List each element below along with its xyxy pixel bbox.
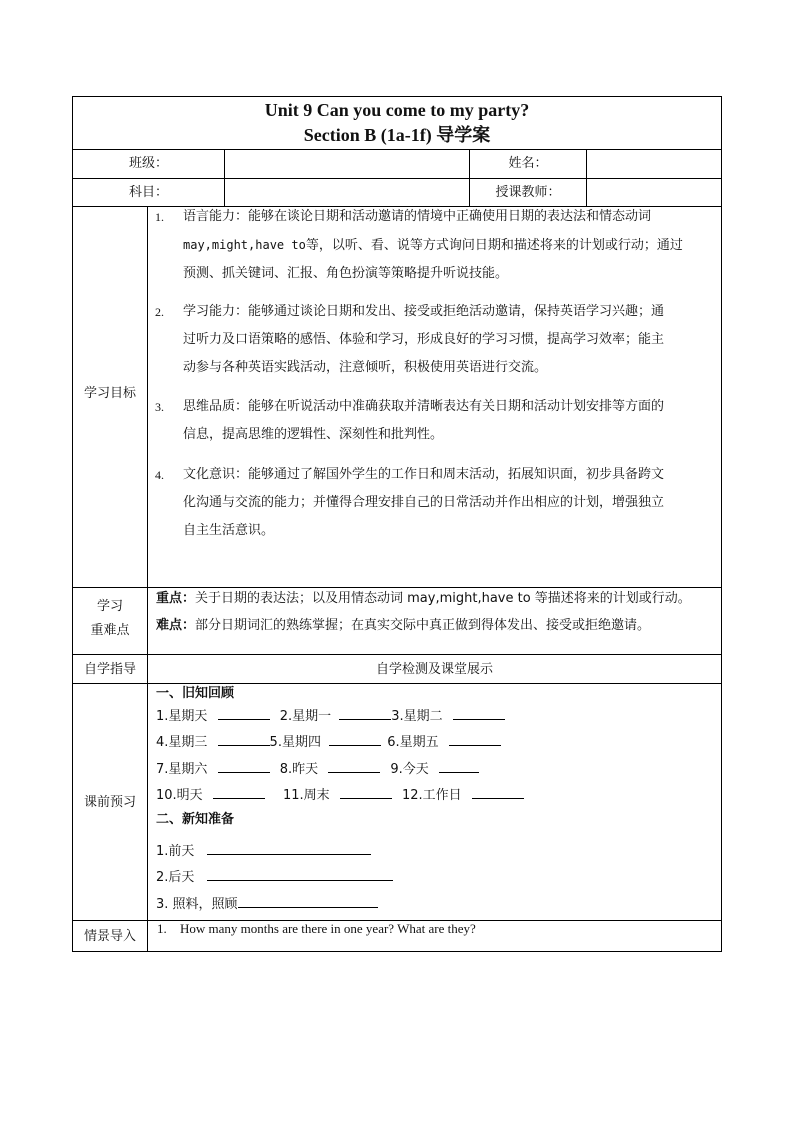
word-item: 2.星期一: [279, 709, 332, 724]
objective-line: 动参与各种英语实践活动，注意倾听，积极使用英语进行交流。: [183, 360, 548, 375]
objective-item: [183, 298, 715, 382]
word-row: [156, 705, 505, 726]
keypoints-label: [73, 595, 147, 643]
name-label: 姓名：: [508, 156, 548, 171]
objective-item: [183, 203, 715, 288]
word-item: 11.周末: [282, 788, 330, 803]
table-border-bottom: [72, 951, 722, 952]
objective-line: 语言能力：能够在谈论日期和活动邀请的情境中正确使用日期的表达法和情态动词: [183, 209, 652, 224]
objective-line: 预测、抓关键词、汇报、角色扮演等策略提升听说技能。: [183, 266, 509, 281]
answer-blank[interactable]: [472, 784, 524, 799]
objective-modals: may,might,have to: [183, 238, 306, 252]
answer-blank[interactable]: [328, 758, 380, 773]
worksheet-title: Unit 9 Can you come to my party?: [264, 100, 530, 120]
new-word-row: [156, 893, 378, 914]
difficult-point-row: [156, 617, 650, 635]
name-field[interactable]: [587, 150, 721, 178]
new-knowledge-heading: 二、新知准备: [156, 812, 235, 827]
new-word-row: [156, 840, 371, 861]
word-row: [156, 731, 501, 752]
word-item: 4.星期三: [156, 735, 208, 750]
class-field[interactable]: [225, 150, 469, 178]
subject-label: 科目：: [128, 185, 168, 200]
review-section-heading: 一、旧知回顾: [156, 686, 235, 701]
objective-number: 1.: [155, 210, 164, 224]
key-point-row: [156, 590, 691, 608]
objective-line: 学习能力：能够通过谈论日期和发出、接受或拒绝活动邀请，保持英语学习兴趣；通: [183, 304, 665, 319]
answer-blank[interactable]: [213, 784, 265, 799]
objective-line: [183, 231, 715, 260]
key-point-label: 重点：: [156, 591, 196, 606]
answer-blank[interactable]: [339, 705, 391, 720]
key-point-text: 关于日期的表达法；以及用情态动词 may,might,have to 等描述将来的计划或行动。: [195, 591, 691, 606]
word-item: 7.星期六: [156, 762, 208, 777]
new-word-item: 2.后天: [156, 870, 195, 885]
teacher-field[interactable]: [587, 179, 721, 206]
word-item: 1.星期天: [156, 709, 208, 724]
row-divider: [72, 683, 722, 684]
word-row: [156, 758, 479, 779]
intro-question-row: [157, 920, 476, 938]
new-word-item: 1.前天: [156, 844, 195, 859]
answer-blank[interactable]: [449, 731, 501, 746]
objectives-label: 学习目标: [83, 386, 136, 401]
answer-blank[interactable]: [439, 758, 479, 773]
keypoints-label-line: 学习: [96, 599, 123, 614]
objective-line: 化沟通与交流的能力；并懂得合理安排自己的日常活动并作出相应的计划，增强独立: [183, 495, 665, 510]
objective-line: 文化意识：能够通过了解国外学生的工作日和周末活动，拓展知识面，初步具备跨文: [183, 467, 665, 482]
label-col-divider: [147, 206, 148, 952]
table-border-right: [721, 96, 722, 952]
answer-blank[interactable]: [453, 705, 505, 720]
intro-number: 1.: [157, 921, 167, 936]
new-word-item: 3. 照料，照顾: [156, 897, 238, 912]
word-item: 9.今天: [390, 762, 429, 777]
new-word-row: [156, 866, 393, 887]
word-item: 3.星期二: [391, 709, 443, 724]
difficult-point-text: 部分日期词汇的熟练掌握；在真实交际中真正做到得体发出、接受或拒绝邀请。: [195, 618, 651, 633]
teacher-label: 授课教师：: [495, 185, 561, 200]
objective-line: 思维品质：能够在听说活动中准确获取并清晰表达有关日期和活动计划安排等方面的: [183, 399, 665, 414]
class-label: 班级：: [128, 156, 168, 171]
answer-blank[interactable]: [218, 705, 270, 720]
word-item: 8.昨天: [279, 762, 319, 777]
word-item: 10.明天: [156, 788, 203, 803]
answer-blank[interactable]: [329, 731, 381, 746]
guide-label: 自学指导: [83, 662, 136, 677]
word-item: 5.星期四: [269, 735, 321, 750]
worksheet-subtitle: Section B (1a-1f) 导学案: [303, 125, 491, 145]
intro-question: How many months are there in one year? What are they?: [180, 921, 476, 936]
intro-label: 情景导入: [83, 929, 136, 944]
preview-label: 课前预习: [83, 795, 136, 810]
difficult-point-label: 难点：: [156, 618, 196, 633]
objective-item: [183, 393, 715, 449]
objective-number: 4.: [155, 468, 164, 482]
objective-line: 信息，提高思维的逻辑性、深刻性和批判性。: [183, 427, 444, 442]
answer-blank[interactable]: [207, 866, 393, 881]
guide-heading: 自学检测及课堂展示: [375, 662, 493, 677]
answer-blank[interactable]: [238, 893, 378, 908]
word-item: 12.工作日: [401, 788, 462, 803]
keypoints-label-line: 重难点: [90, 623, 130, 638]
row-divider: [72, 654, 722, 655]
table-border-top: [72, 96, 722, 97]
answer-blank[interactable]: [207, 840, 371, 855]
answer-blank[interactable]: [340, 784, 392, 799]
word-row: [156, 784, 524, 805]
answer-blank[interactable]: [218, 731, 270, 746]
table-border-left: [72, 96, 73, 952]
objective-item: [183, 461, 715, 545]
row-divider: [72, 587, 722, 588]
objective-number: 3.: [155, 400, 164, 414]
objective-line: 过听力及口语策略的感悟、体验和学习，形成良好的学习习惯，提高学习效率；能主: [183, 332, 665, 347]
objective-line: 自主生活意识。: [183, 523, 275, 538]
objective-number: 2.: [155, 305, 164, 319]
word-item: 6.星期五: [387, 735, 439, 750]
subject-field[interactable]: [225, 179, 469, 206]
objective-line-rest: 等，以听、看、说等方式询问日期和描述将来的计划或行动；通过: [305, 238, 683, 253]
answer-blank[interactable]: [218, 758, 270, 773]
